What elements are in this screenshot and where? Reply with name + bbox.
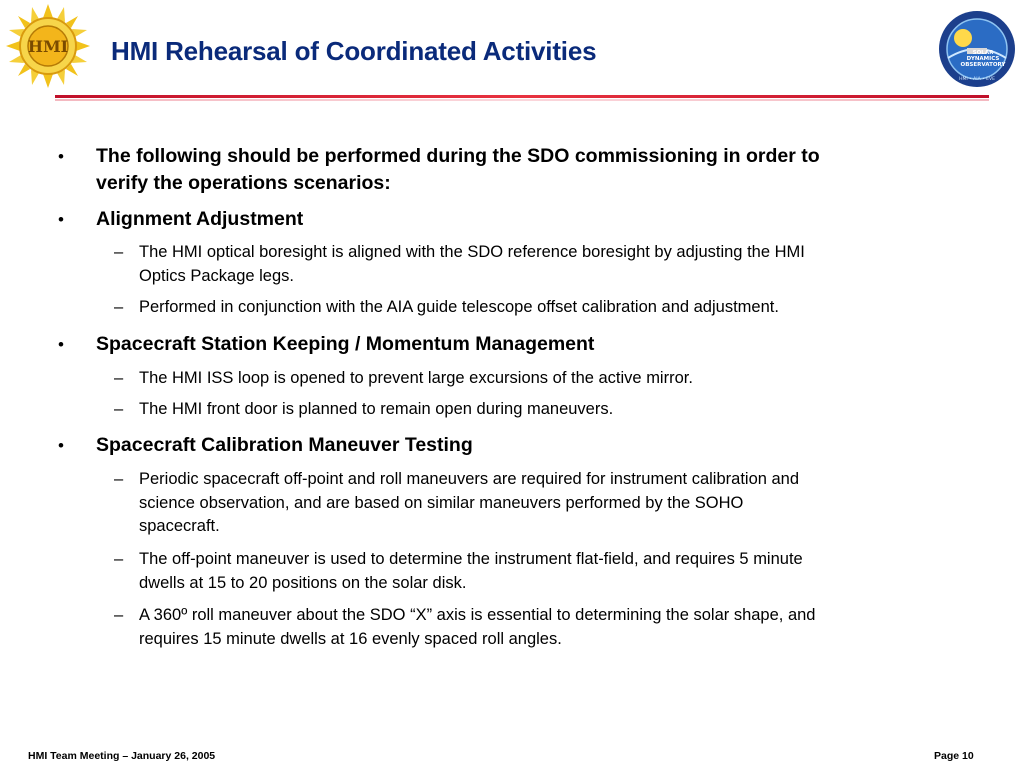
bullet-glyph: • xyxy=(58,436,64,455)
dash-glyph: – xyxy=(114,400,124,418)
bullet-text-line: Spacecraft Station Keeping / Momentum Management xyxy=(96,333,595,355)
title-underline xyxy=(55,95,989,98)
hmi-logo-text: HMI xyxy=(27,37,69,56)
bullet-text-line: verify the operations scenarios: xyxy=(96,172,391,194)
sub-text-line: Performed in conjunction with the AIA guide telescope offset calibration and adjustment. xyxy=(139,298,779,316)
dash-glyph: – xyxy=(114,298,124,316)
sub-text-line: dwells at 15 to 20 positions on the solar disk. xyxy=(139,573,467,592)
sdo-logo xyxy=(938,10,1016,88)
dash-glyph: – xyxy=(114,243,124,261)
sdo-logo-bottom: HMI • AIA • EVE xyxy=(959,77,995,82)
dash-glyph: – xyxy=(114,550,124,568)
bullet-glyph: • xyxy=(58,210,64,229)
page-title: HMI Rehearsal of Coordinated Activities xyxy=(111,36,597,66)
dash-glyph: – xyxy=(114,606,124,624)
sdo-logo-line-2: DYNAMICS xyxy=(966,56,1000,62)
dash-glyph: – xyxy=(114,470,124,488)
sub-text-line: The HMI ISS loop is opened to prevent large excursions of the active mirror. xyxy=(139,369,693,387)
bullet-text-line: The following should be performed during the SDO commissioning in order to xyxy=(96,145,820,167)
page-number: Page 10 xyxy=(934,750,974,762)
sub-text-line: The HMI optical boresight is aligned with the SDO reference boresight by adjusting the HMI xyxy=(139,243,805,261)
bullet-glyph: • xyxy=(58,147,64,166)
hmi-logo xyxy=(6,4,90,88)
sub-text-line: spacecraft. xyxy=(139,517,220,535)
sub-text-line: Periodic spacecraft off-point and roll maneuvers are required for instrument calibration and xyxy=(139,470,800,488)
footer-meeting: HMI Team Meeting – January 26, 2005 xyxy=(28,750,216,762)
title-underline-shadow xyxy=(55,99,989,101)
sdo-logo-line-1: SOLAR xyxy=(972,50,994,56)
sdo-logo-line-3: OBSERVATORY xyxy=(960,62,1006,68)
sub-text-line: science observation, and are based on similar maneuvers performed by the SOHO xyxy=(139,493,744,512)
sub-text-line: The off-point maneuver is used to determine the instrument flat-field, and requires 5 minute xyxy=(139,550,803,568)
bullet-glyph: • xyxy=(58,335,64,354)
sub-text-line: The HMI front door is planned to remain open during maneuvers. xyxy=(139,400,614,418)
dash-glyph: – xyxy=(114,369,124,387)
bullet-text-line: Alignment Adjustment xyxy=(96,208,304,230)
sub-text-line: Optics Package legs. xyxy=(139,266,294,285)
sub-text-line: requires 15 minute dwells at 16 evenly spaced roll angles. xyxy=(139,629,562,648)
sub-text-line: A 360º roll maneuver about the SDO “X” axis is essential to determining the solar shape, and xyxy=(139,606,816,624)
bullet-text-line: Spacecraft Calibration Maneuver Testing xyxy=(96,434,473,456)
